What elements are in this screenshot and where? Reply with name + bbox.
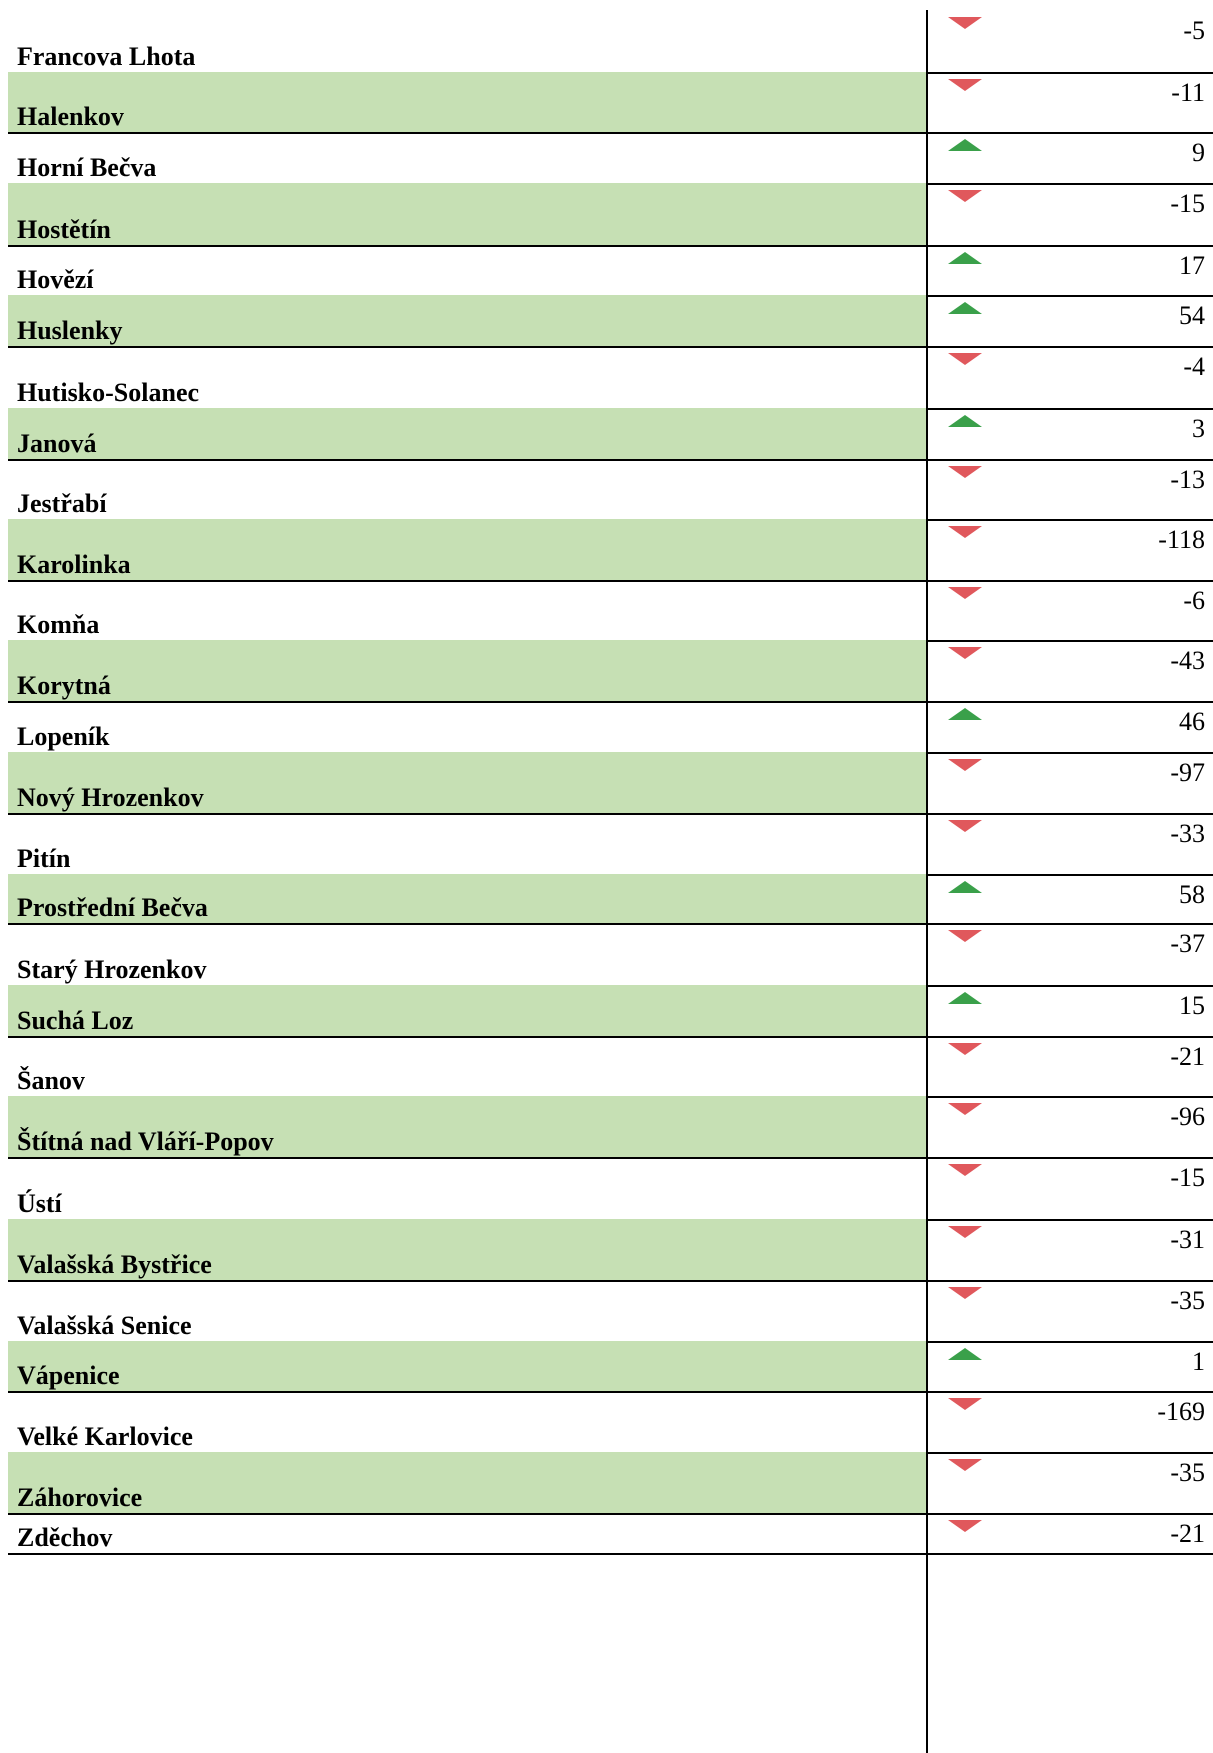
table-row — [8, 1036, 1213, 1098]
triangle-up-icon — [944, 138, 986, 152]
change-value: -33 — [1170, 819, 1205, 848]
municipality-cell — [8, 1341, 926, 1391]
triangle-down-icon — [944, 352, 986, 366]
change-value: -21 — [1170, 1519, 1205, 1548]
table-row — [8, 580, 1213, 642]
municipality-cell — [8, 1036, 926, 1096]
triangle-down-icon — [944, 758, 986, 772]
municipality-cell — [8, 519, 926, 580]
triangle-down-icon — [944, 16, 986, 30]
municipality-name: Šanov — [17, 1066, 85, 1095]
table-row — [8, 701, 1213, 754]
municipality-name: Valašská Senice — [17, 1311, 192, 1340]
municipality-name: Nový Hrozenkov — [17, 783, 204, 812]
municipality-cell — [8, 701, 926, 752]
municipality-name: Hovězí — [17, 265, 94, 294]
change-value: -11 — [1171, 78, 1205, 107]
change-value: -21 — [1170, 1042, 1205, 1071]
change-value: 15 — [1179, 991, 1205, 1020]
table-row — [8, 346, 1213, 410]
table-row — [8, 295, 1213, 348]
municipality-cell — [8, 1391, 926, 1452]
municipality-name: Karolinka — [17, 550, 131, 579]
municipality-name: Záhorovice — [17, 1483, 143, 1512]
municipality-cell — [8, 752, 926, 813]
triangle-down-icon — [944, 586, 986, 600]
municipality-cell — [8, 132, 926, 183]
table-row — [8, 874, 1213, 925]
table-row — [8, 1219, 1213, 1282]
change-value: -96 — [1170, 1102, 1205, 1131]
triangle-up-icon — [944, 301, 986, 315]
table-row — [8, 72, 1213, 134]
municipality-cell — [8, 813, 926, 874]
triangle-up-icon — [944, 251, 986, 265]
triangle-up-icon — [944, 707, 986, 721]
change-value: 54 — [1179, 301, 1205, 330]
table-row — [8, 640, 1213, 703]
change-value: -169 — [1157, 1397, 1205, 1426]
municipality-cell — [8, 923, 926, 985]
change-value: 1 — [1192, 1347, 1205, 1376]
municipality-cell — [8, 1157, 926, 1219]
change-value: 9 — [1192, 138, 1205, 167]
change-value: -35 — [1170, 1458, 1205, 1487]
municipality-name: Hostětín — [17, 215, 111, 244]
table-row — [8, 1280, 1213, 1343]
triangle-down-icon — [944, 465, 986, 479]
table-row — [8, 1452, 1213, 1515]
municipality-cell — [8, 580, 926, 640]
municipality-name: Zděchov — [17, 1523, 113, 1552]
municipality-name: Korytná — [17, 671, 111, 700]
table-row — [8, 1513, 1213, 1555]
municipality-name: Starý Hrozenkov — [17, 955, 207, 984]
triangle-down-icon — [944, 1225, 986, 1239]
municipality-cell — [8, 1219, 926, 1280]
municipality-cell — [8, 1452, 926, 1513]
municipality-name: Lopeník — [17, 722, 110, 751]
municipality-name: Francova Lhota — [17, 42, 196, 71]
municipality-name: Hutisko-Solanec — [17, 378, 200, 407]
triangle-down-icon — [944, 929, 986, 943]
municipality-name: Štítná nad Vláří-Popov — [17, 1127, 274, 1156]
triangle-down-icon — [944, 1286, 986, 1300]
municipality-name: Ústí — [17, 1189, 62, 1218]
municipality-cell — [8, 72, 926, 132]
table-row — [8, 408, 1213, 461]
change-value: -6 — [1183, 586, 1205, 615]
triangle-up-icon — [944, 880, 986, 894]
triangle-down-icon — [944, 1042, 986, 1056]
municipality-name: Vápenice — [17, 1361, 120, 1390]
triangle-down-icon — [944, 525, 986, 539]
municipality-name: Pitín — [17, 844, 71, 873]
triangle-down-icon — [944, 819, 986, 833]
change-value: -97 — [1170, 758, 1205, 787]
table-row — [8, 1341, 1213, 1393]
table-row — [8, 183, 1213, 247]
triangle-down-icon — [944, 646, 986, 660]
table-row — [8, 10, 1213, 74]
municipality-cell — [8, 1280, 926, 1341]
table-row — [8, 1096, 1213, 1159]
municipality-cell — [8, 1513, 926, 1553]
change-value: -15 — [1170, 189, 1205, 218]
table-row — [8, 519, 1213, 582]
triangle-down-icon — [944, 1397, 986, 1411]
table-row — [8, 1391, 1213, 1454]
municipality-name: Prostřední Bečva — [17, 893, 208, 922]
municipality-name: Komňa — [17, 610, 100, 639]
table-row — [8, 459, 1213, 521]
change-value: -15 — [1170, 1163, 1205, 1192]
change-value: -13 — [1170, 465, 1205, 494]
municipality-cell — [8, 874, 926, 923]
change-value: -31 — [1170, 1225, 1205, 1254]
triangle-down-icon — [944, 1519, 986, 1533]
change-value: -43 — [1170, 646, 1205, 675]
table-row — [8, 1157, 1213, 1221]
municipality-cell — [8, 1096, 926, 1157]
change-value: 58 — [1179, 880, 1205, 909]
municipality-cell — [8, 640, 926, 701]
municipality-name: Halenkov — [17, 102, 124, 131]
municipality-name: Huslenky — [17, 316, 123, 345]
municipality-name: Janová — [17, 429, 97, 458]
municipality-cell — [8, 408, 926, 459]
triangle-up-icon — [944, 1347, 986, 1361]
change-value: -35 — [1170, 1286, 1205, 1315]
change-value: -37 — [1170, 929, 1205, 958]
triangle-up-icon — [944, 414, 986, 428]
table-row — [8, 132, 1213, 185]
triangle-up-icon — [944, 991, 986, 1005]
municipality-name: Valašská Bystřice — [17, 1250, 212, 1279]
municipality-cell — [8, 10, 926, 72]
triangle-down-icon — [944, 189, 986, 203]
change-value: 17 — [1179, 251, 1205, 280]
table-row — [8, 985, 1213, 1038]
municipality-cell — [8, 245, 926, 295]
municipality-name: Suchá Loz — [17, 1006, 134, 1035]
table-row — [8, 245, 1213, 297]
table-row — [8, 752, 1213, 815]
table-row — [8, 813, 1213, 876]
municipality-cell — [8, 985, 926, 1036]
triangle-down-icon — [944, 1163, 986, 1177]
table-row — [8, 923, 1213, 987]
triangle-down-icon — [944, 1458, 986, 1472]
change-value: -118 — [1158, 525, 1205, 554]
municipality-cell — [8, 295, 926, 346]
municipality-table — [8, 0, 1213, 1753]
change-value: -4 — [1183, 352, 1205, 381]
municipality-name: Jestřabí — [17, 489, 107, 518]
municipality-cell — [8, 459, 926, 519]
municipality-name: Horní Bečva — [17, 153, 157, 182]
municipality-name: Velké Karlovice — [17, 1422, 193, 1451]
municipality-cell — [8, 346, 926, 408]
triangle-down-icon — [944, 78, 986, 92]
triangle-down-icon — [944, 1102, 986, 1116]
municipality-cell — [8, 183, 926, 245]
change-value: 3 — [1192, 414, 1205, 443]
change-value: -5 — [1183, 16, 1205, 45]
change-value: 46 — [1179, 707, 1205, 736]
